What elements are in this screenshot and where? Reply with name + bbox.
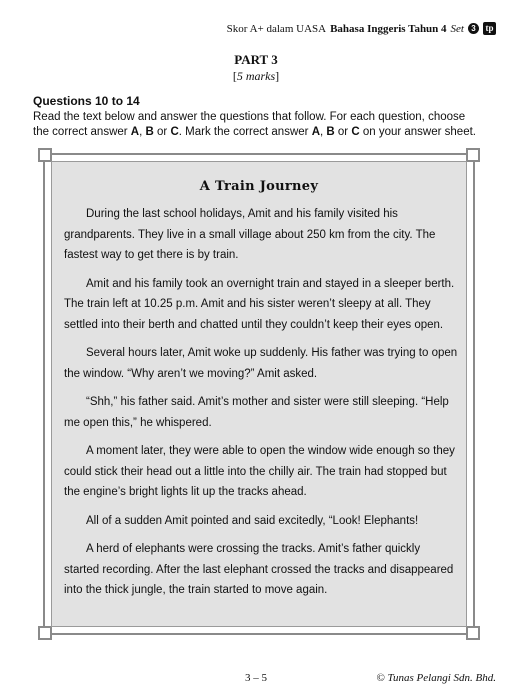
- frame-corner-ornament: [38, 626, 52, 640]
- copyright: © Tunas Pelangi Sdn. Bhd.: [376, 672, 496, 684]
- questions-title: Questions 10 to 14: [33, 94, 140, 108]
- part-title: PART 3: [234, 52, 278, 67]
- page-header: [227, 22, 496, 35]
- set-number-badge: 3: [468, 23, 479, 34]
- story-panel: [51, 161, 467, 627]
- set-label: Set: [450, 22, 464, 35]
- subject-title: Bahasa Inggeris Tahun 4: [330, 22, 447, 35]
- book-title: Skor A+ dalam UASA: [226, 22, 327, 35]
- story-paragraph: During the last school holidays, Amit and his family visited his grandparents. They live in a small village about 250 km from the city. The fastest way to get there is by train.: [64, 208, 436, 261]
- marks-value: 5 marks: [236, 69, 276, 83]
- story-paragraph: A herd of elephants were crossing the tracks. Amit’s father quickly started recording. After the last elephant crossed the tracks and disappeared into the thick jungle, the train started to move again.: [64, 543, 454, 596]
- frame-corner-ornament: [466, 626, 480, 640]
- part-marks: [5 marks]: [232, 69, 280, 83]
- story-paragraph: Amit and his family took an overnight train and stayed in a sleeper berth. The train left at 10.25 p.m. Amit and his sister weren’t sleepy at all. They settled into their berth and chatted until they couldn’t keep their eyes open.: [64, 277, 455, 331]
- publisher-logo-icon: tp: [483, 22, 496, 35]
- instructions: Read the text below and answer the questions that follow. For each question, choose the correct answer A, B or C. Mark the correct answer A, B or C on your answer sheet.: [33, 111, 476, 138]
- story-paragraph: Several hours later, Amit woke up suddenly. His father was trying to open the window. “Why aren’t we moving?” Amit asked.: [64, 347, 458, 380]
- story-frame: [43, 153, 475, 635]
- story-text: [64, 204, 458, 609]
- frame-corner-ornament: [38, 148, 52, 162]
- story-paragraph: All of a sudden Amit pointed and said excitedly, “Look! Elephants!: [86, 514, 419, 527]
- frame-corner-ornament: [466, 148, 480, 162]
- story-paragraph: “Shh,” his father said. Amit’s mother and sister were still sleeping. “Help me open this,” he whispered.: [64, 396, 449, 429]
- story-title: A Train Journey: [199, 179, 319, 194]
- story-paragraph: A moment later, they were able to open the window wide enough so they could stick their head out a little into the chilly air. The train had stopped but the engine’s bright lights lit up the tracks ahead.: [64, 445, 455, 498]
- page-number: 3 – 5: [245, 672, 267, 684]
